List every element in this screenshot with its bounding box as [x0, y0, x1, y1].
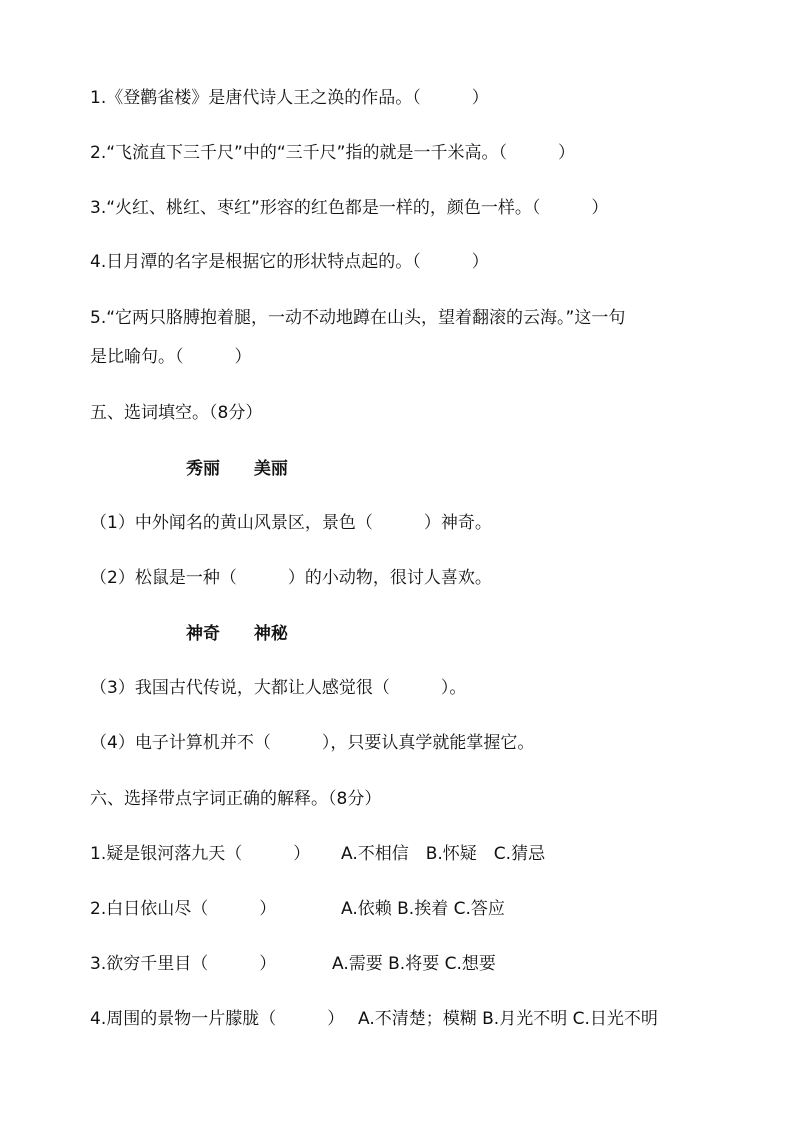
judgment-item-4: 4.日月潭的名字是根据它的形状特点起的。（ ）: [90, 252, 489, 272]
explain-options-2: A.依赖 B.挨着 C.答应: [341, 899, 505, 919]
judgment-item-5: 5.“它两只胳膊抱着腿，一动不动地蹲在山头，望着翻滚的云海。”这一句: [90, 308, 626, 328]
explain-options-4: A.不清楚；模糊 B.月光不明 C.日光不明: [358, 1009, 658, 1029]
explain-question-4: 4.周围的景物一片朦胧（ ）: [90, 1009, 345, 1029]
word-choice: 神秘: [253, 624, 288, 644]
explain-options-1: A.不相信 B.怀疑 C.猜忌: [341, 844, 546, 864]
word-choice: 神奇: [186, 624, 220, 644]
judgment-item-5-continued: 是比喻句。（ ）: [90, 347, 252, 367]
fill-item-3: （3）我国古代传说，大都让人感觉很（ ）。: [90, 678, 467, 698]
explain-question-1: 1.疑是银河落九天（ ）: [90, 844, 311, 864]
section-5-title: 五、选词填空。（8分）: [90, 403, 263, 423]
explain-options-3: A.需要 B.将要 C.想要: [332, 954, 496, 974]
fill-item-1: （1）中外闻名的黄山风景区，景色（ ）神奇。: [90, 513, 492, 533]
fill-item-2: （2）松鼠是一种（ ）的小动物，很讨人喜欢。: [90, 568, 492, 588]
fill-item-4: （4）电子计算机并不（ ），只要认真学就能掌握它。: [90, 733, 535, 753]
word-choice: 秀丽: [186, 459, 220, 479]
word-choice: 美丽: [253, 459, 288, 479]
judgment-item-2: 2.“飞流直下三千尺”中的“三千尺”指的就是一千米高。（ ）: [90, 143, 575, 163]
word-choices-group-2: [186, 623, 288, 645]
judgment-item-3: 3.“火红、桃红、枣红”形容的红色都是一样的，颜色一样。（ ）: [90, 198, 609, 218]
judgment-item-1: 1.《登鹳雀楼》是唐代诗人王之涣的作品。（ ）: [90, 88, 489, 108]
word-choices-group-1: [186, 458, 288, 480]
explain-question-3: 3.欲穷千里目（ ）: [90, 954, 277, 974]
explain-question-2: 2.白日依山尽（ ）: [90, 899, 277, 919]
section-6-title: 六、选择带点字词正确的解释。（8分）: [90, 789, 382, 809]
